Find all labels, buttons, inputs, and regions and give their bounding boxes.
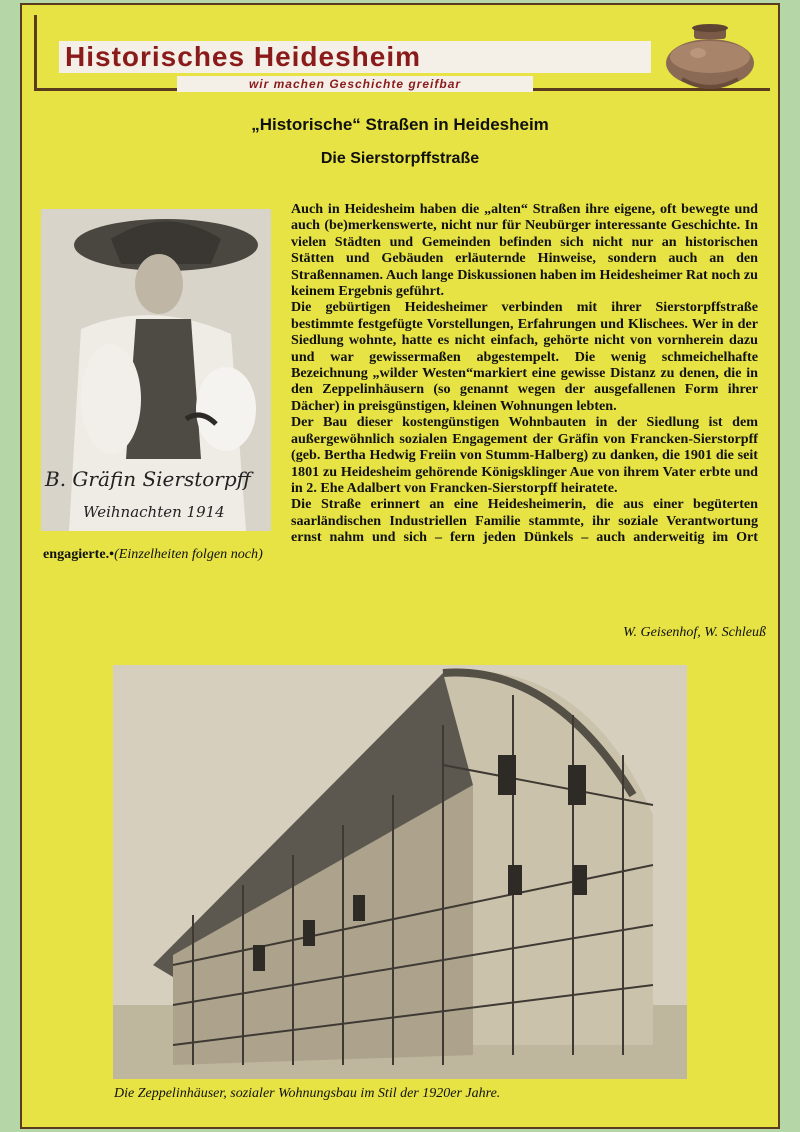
paragraph-4-text: Die Straße erinnert an eine Heidesheimerin, die aus einer begüterten saarländischen Industriellen Familie stammte, ihr soziale Verantwortung ernst nahm und sich – fern jeden Dünkels – auch anderweitig im Ort engagierte.• [43, 496, 758, 562]
page [20, 3, 780, 1129]
portrait-date: Weihnachten 1914 [83, 503, 225, 521]
portrait-photo [41, 209, 271, 531]
banner-title: Historisches Heidesheim [59, 41, 651, 73]
zeppelin-houses-photo [113, 665, 687, 1079]
page-heading: „Historische“ Straßen in Heidesheim [251, 115, 549, 134]
banner-subtitle: wir machen Geschichte greifbar [177, 76, 533, 92]
paragraph-4-note: (Einzelheiten folgen noch) [114, 545, 263, 562]
authors: W. Geisenhof, W. Schleuß [623, 625, 766, 640]
portrait-signature: B. Gräfin Sierstorpff [45, 467, 251, 491]
vase-logo [662, 23, 758, 93]
paragraph-3: Der Bau dieser kostengünstigen Wohnbauten in der Siedlung ist dem außergewöhnlich sozialen Engagement der Gräfin von Francken-Sierstorpff (geb. Bertha Hedwig Freiin von Stumm-Halberg) zu danken, die 1901 die seit 1801 zu Heidesheim gehörende Königsklinger Aue von ihrem Vater erbte und in 2. Ehe Adalbert von Francken-Sierstorpff heiratete. [291, 414, 758, 496]
paragraph-1: Auch in Heidesheim haben die „alten“ Straßen ihre eigene, oft bewegte und auch (be)merkenswerte, nicht nur für Neubürger interessante Geschichte. In vielen Städten und Gemeinden befinden sich nicht nur an historischen Stätten und Gebäuden erläuternde Hinweise, sondern auch an den Straßennamen. Auch lange Diskussionen haben im Heidesheimer Rat noch zu keinem Ergebnis geführt. [291, 201, 758, 300]
page-subheading: Die Sierstorpffstraße [320, 150, 480, 167]
photo-caption: Die Zeppelinhäuser, sozialer Wohnungsbau im Stil der 1920er Jahre. [114, 1086, 501, 1101]
building-image [113, 665, 687, 1079]
header-banner [34, 15, 770, 91]
paragraph-2: Die gebürtigen Heidesheimer verbinden mit ihrer Sierstorpffstraße bestimmte festgefügte Vorstellungen, Erfahrungen und Klischees. Wer in der Siedlung wohnte, hatte es nicht einfach, gehörte nicht von vornherein dazu und war gewissermaßen abgestempelt. Die wenig schmeichelhafte Bezeichnung „wilder Westen“markiert eine gewisse Distanz zu denen, die in den Zeppelinhäusern (so genannt wegen der ausgefallenen Form ihrer Dächer) in preisgünstigen, kleinen Wohnungen lebten. [291, 299, 758, 414]
